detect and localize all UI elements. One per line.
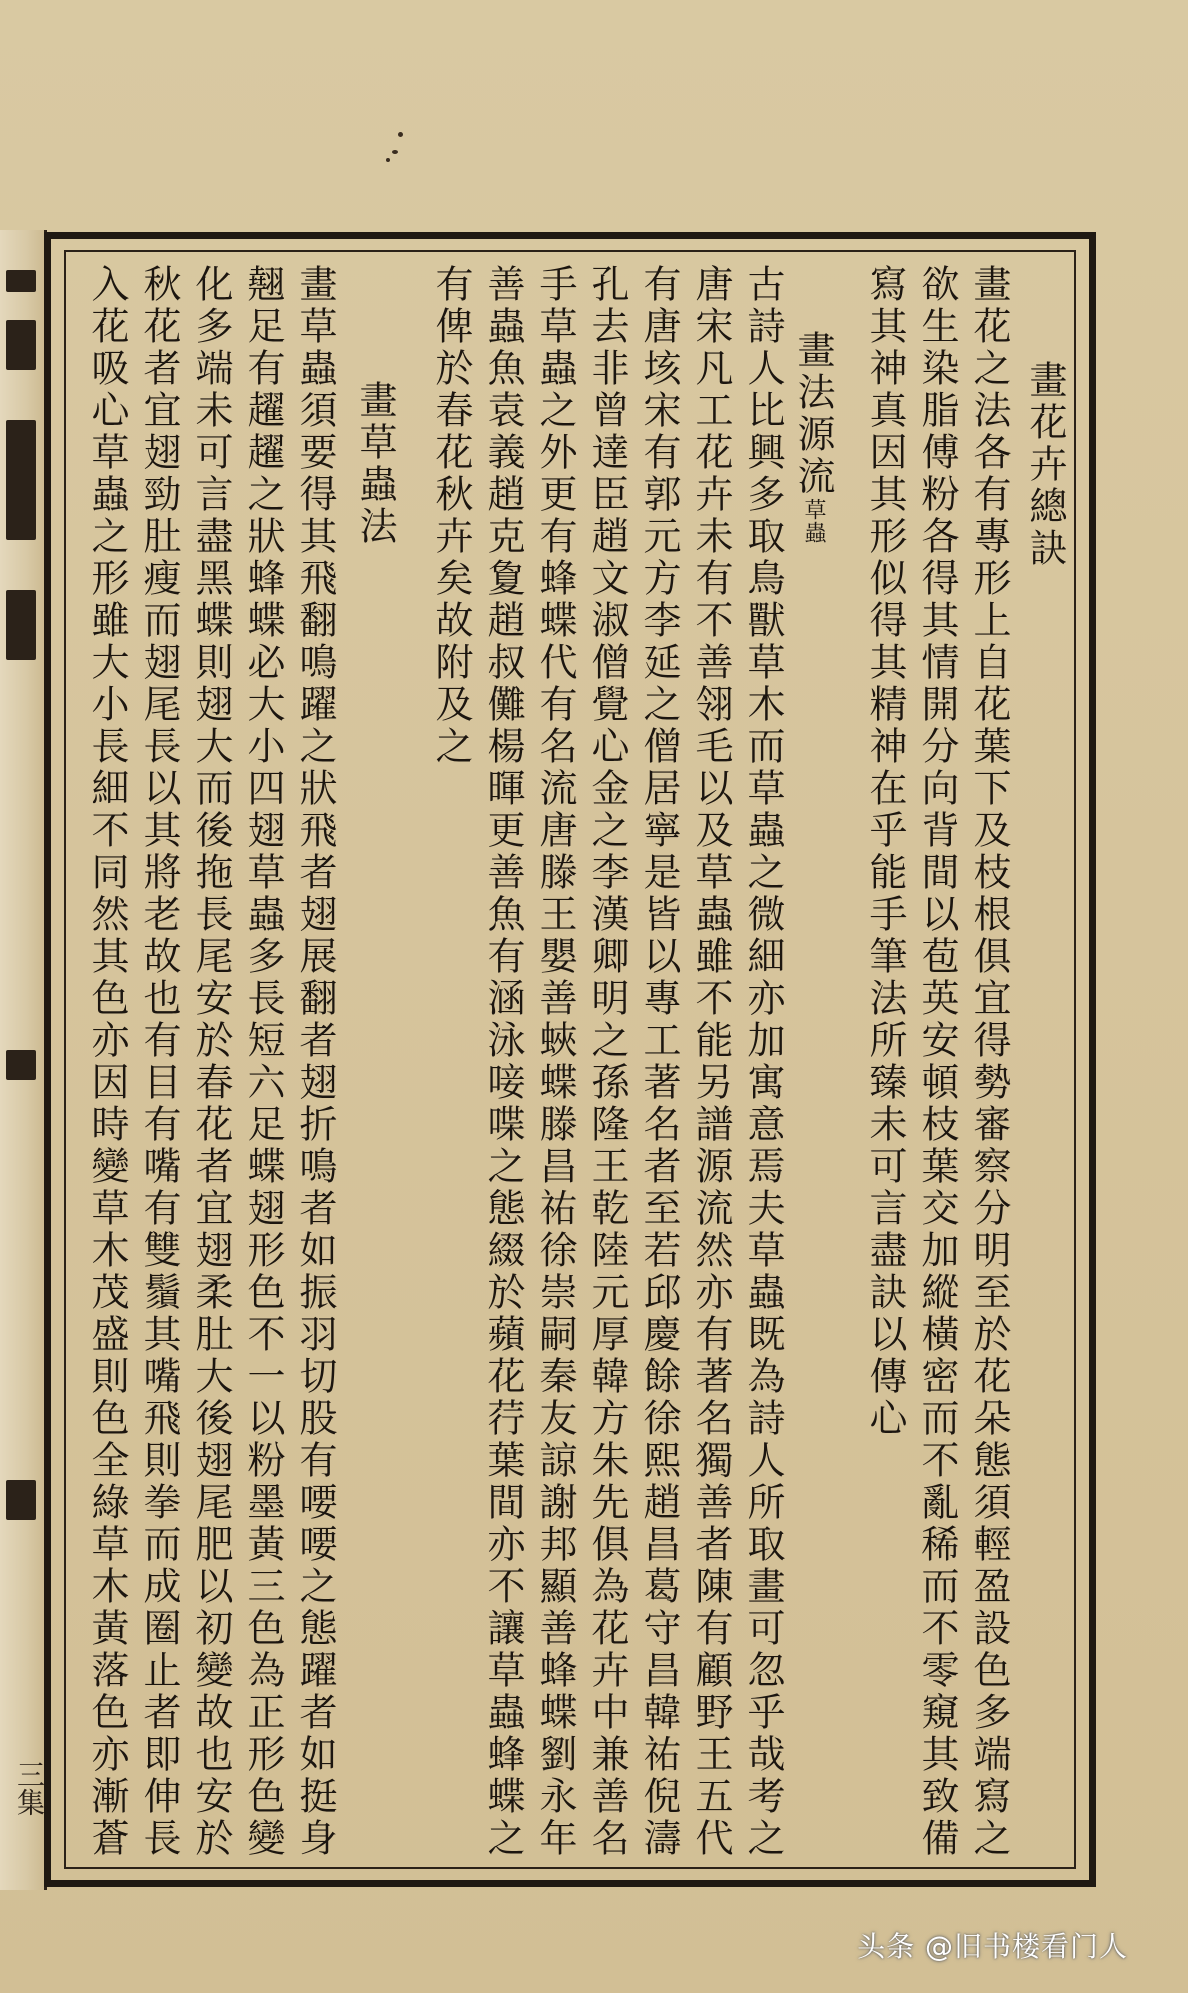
text-column: 古詩人比興多取鳥獸草木而草蟲之微細亦加寓意焉夫草蟲既為詩人所取畫可忽乎哉考之 xyxy=(741,264,785,1860)
text-column: 入花吸心草蟲之形雖大小長細不同然其色亦因時變草木茂盛則色全綠草木黃落色亦漸蒼 xyxy=(85,264,129,1860)
section-title-insects: 畫草蟲法 xyxy=(353,380,397,548)
text-column: 寫其神真因其形似得其精神在乎能手筆法所臻未可言盡訣以傳心 xyxy=(863,264,907,1440)
text-column: 翹足有趯趯之狀蜂蝶必大小四翅草蟲多長短六足蝶翅形色不一以粉墨黃三色為正形色變 xyxy=(241,264,285,1860)
section-title-origins-text: 畫法源流 xyxy=(791,330,835,498)
spine-ink-mark xyxy=(6,270,36,292)
text-column: 有俾於春花秋卉矣故附及之 xyxy=(429,264,473,768)
text-column: 畫草蟲須要得其飛翻鳴躍之狀飛者翅展翻者翅折鳴者如振羽切股有喓喓之態躍者如挺身 xyxy=(293,264,337,1860)
text-column: 孔去非曾達臣趙文淑僧覺心金之李漢卿明之孫隆王乾陸元厚韓方朱先俱為花卉中兼善名 xyxy=(585,264,629,1860)
spine-ink-mark xyxy=(6,320,36,370)
spine-ink-mark xyxy=(6,1050,36,1080)
spine-ink-mark xyxy=(6,1480,36,1520)
spine-ink-mark xyxy=(6,590,36,660)
text-column: 化多端未可言盡黑蝶則翅大而後拖長尾安於春花者宜翅柔肚大後翅尾肥以初變故也安於 xyxy=(189,264,233,1860)
book-spine xyxy=(0,230,47,1890)
watermark-caption: 头条 @旧书楼看门人 xyxy=(857,1930,1128,1963)
section-title-origins-note: 草蟲 xyxy=(801,498,826,544)
text-column: 善蟲魚袁義趙克夐趙叔儺楊暉更善魚有涵泳唼喋之態綴於蘋花荇葉間亦不讓草蟲蜂蝶之 xyxy=(481,264,525,1860)
section-title-general: 畫花卉總訣 xyxy=(1023,360,1067,570)
ink-spot xyxy=(392,150,398,154)
spine-ink-mark xyxy=(6,420,36,540)
text-column: 有唐垓宋有郭元方李延之僧居寧是皆以專工著名者至若邱慶餘徐熙趙昌葛守昌韓祐倪濤 xyxy=(637,264,681,1860)
text-column: 秋花者宜翅勁肚瘦而翅尾長以其將老故也有目有嘴有雙鬚其嘴飛則拳而成圈止者即伸長 xyxy=(137,264,181,1860)
section-title-origins xyxy=(790,330,836,544)
volume-label: 三集 xyxy=(13,1760,46,1816)
text-column: 畫花之法各有專形上自花葉下及枝根俱宜得勢審察分明至於花朵態須輕盈設色多端寫之 xyxy=(967,264,1011,1860)
text-column: 唐宋凡工花卉未有不善翎毛以及草蟲雖不能另譜源流然亦有著名獨善者陳有顧野王五代 xyxy=(689,264,733,1860)
text-column: 欲生染脂傅粉各得其情開分向背間以苞英安頓枝葉交加縱橫密而不亂稀而不零窺其致備 xyxy=(915,264,959,1860)
text-column: 手草蟲之外更有蜂蝶代有名流唐滕王嬰善蛺蝶滕昌祐徐崇嗣秦友諒謝邦顯善蜂蝶劉永年 xyxy=(533,264,577,1860)
ink-spot xyxy=(398,132,403,137)
ink-spot xyxy=(386,158,390,162)
